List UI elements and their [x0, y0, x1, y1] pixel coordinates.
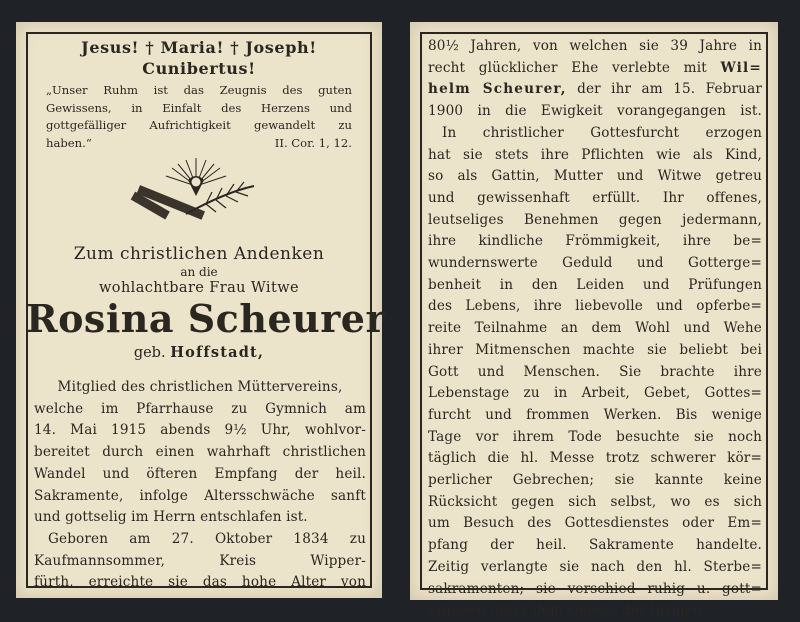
- body-line: und gottselig im Herrn entschlafen ist.: [34, 509, 308, 526]
- body-line: In christlicher Gottesfurcht erzogen: [442, 124, 762, 141]
- body-line: pfang der heil. Sakramente handelte.: [428, 537, 762, 554]
- left-page: [16, 22, 386, 598]
- cross-palm-emblem-icon: [126, 152, 266, 236]
- body-line: Tage vor ihrem Tode besuchte sie noch: [428, 428, 762, 445]
- body-line: ihre kindliche Frömmigkeit, ihre be=: [428, 233, 762, 250]
- quote-line: Gewissens, in Einfalt des Herzens und: [46, 100, 352, 115]
- body-line: so als Gattin, Mutter und Witwe getreu: [428, 168, 762, 185]
- left-header: [26, 38, 372, 78]
- body-line: ergeben unter dem Gebete der Ihrigen.: [428, 602, 707, 619]
- an-die-line: an die: [180, 265, 218, 279]
- body-line: Lebenstage zu in Arbeit, Gebet, Gottes=: [428, 385, 762, 402]
- right-body-lines: [428, 145, 762, 622]
- body-line: Kaufmannsommer, Kreis Wipper-: [34, 552, 366, 569]
- deceased-name: Rosina Scheurer: [26, 296, 386, 341]
- body-line: sakramenten; sie verschied ruhig u. gott=: [428, 580, 762, 597]
- quote-line: haben.“: [46, 135, 92, 150]
- text-span: der ihr am 15. Februar: [577, 81, 762, 98]
- body-line: Wandel und öfteren Empfang der heil.: [34, 465, 366, 482]
- title-line: wohlachtbare Frau Witwe: [99, 280, 299, 296]
- right-page: [410, 22, 778, 619]
- body-line: bereitet durch einen wahrhaft christlichen: [34, 444, 366, 461]
- body-line: welche im Pfarrhause zu Gymnich am: [34, 400, 366, 417]
- left-body: [34, 377, 366, 594]
- body-line: 80½ Jahren, von welchen sie 39 Jahre in: [428, 38, 762, 54]
- body-line: perlicher Gebrechen; sie kannte keine: [428, 472, 762, 489]
- body-line: hat sie stets ihre Pflichten wie als Kind,: [428, 146, 762, 163]
- body-line: fürth, erreichte sie das hohe Alter von: [34, 574, 366, 591]
- memory-line: Zum christlichen Andenken: [73, 244, 325, 264]
- body-line: Gott und Menschen. Sie brachte ihre: [428, 363, 762, 380]
- quote-line: „Unser Ruhm ist das Zeugnis des guten: [46, 83, 352, 97]
- scripture-quote: [46, 82, 352, 152]
- body-line: reite Teilnahme an dem Wohl und Wehe: [428, 320, 762, 337]
- dedication: [26, 244, 386, 361]
- saint-heading: Cunibertus!: [142, 59, 256, 78]
- body-line: [428, 58, 762, 80]
- text-span: recht glücklicher Ehe verlebte mit: [428, 59, 707, 76]
- body-line: 1900 in die Ewigkeit vorangegangen ist.: [428, 103, 762, 120]
- body-line: Mitglied des christlichen Müttervereins,: [57, 379, 343, 395]
- right-body: [428, 36, 762, 622]
- invocation-heading: Jesus! † Maria! † Joseph!: [81, 38, 317, 57]
- body-line: [428, 79, 762, 101]
- body-line: um Besuch des Gottesdienstes oder Em=: [428, 515, 762, 532]
- body-line: wundernswerte Geduld und Gotterge=: [428, 255, 762, 272]
- body-line: ihrer Mitmenschen machte sie beliebt bei: [428, 341, 762, 358]
- body-line: benheit in den Leiden und Prüfungen: [428, 276, 762, 293]
- body-line: leutseliges Benehmen gegen jedermann,: [428, 211, 762, 228]
- husband-name-part: Wil=: [720, 59, 762, 76]
- quote-line: gottgefälliger Aufrichtigkeit gewandelt zu: [46, 118, 352, 132]
- body-line: und gewissenhaft erfüllt. Ihr offenes,: [428, 189, 762, 206]
- husband-name-part: helm Scheurer,: [428, 81, 567, 98]
- body-line: 14. Mai 1915 abends 9½ Uhr, wohlvor-: [34, 422, 366, 439]
- body-line: Rücksicht gegen sich selbst, wo es sich: [428, 493, 762, 510]
- geb-prefix: geb.: [133, 345, 166, 361]
- body-line: des Lebens, ihre liebevolle und opferbe=: [428, 298, 762, 315]
- body-line: furcht und frommen Werken. Bis wenige: [428, 406, 762, 423]
- maiden-name-line: [26, 344, 372, 361]
- quote-reference: II. Cor. 1, 12.: [274, 135, 352, 150]
- body-line: Zeitig verlangte sie nach den hl. Sterbe=: [428, 558, 762, 575]
- body-line: Geboren am 27. Oktober 1834 zu: [48, 530, 366, 547]
- body-line: Sakramente, infolge Altersschwäche sanft: [34, 487, 366, 504]
- maiden-name: Hoffstadt,: [170, 344, 265, 361]
- body-line: täglich die hl. Messe trotz schwerer kör=: [428, 450, 762, 467]
